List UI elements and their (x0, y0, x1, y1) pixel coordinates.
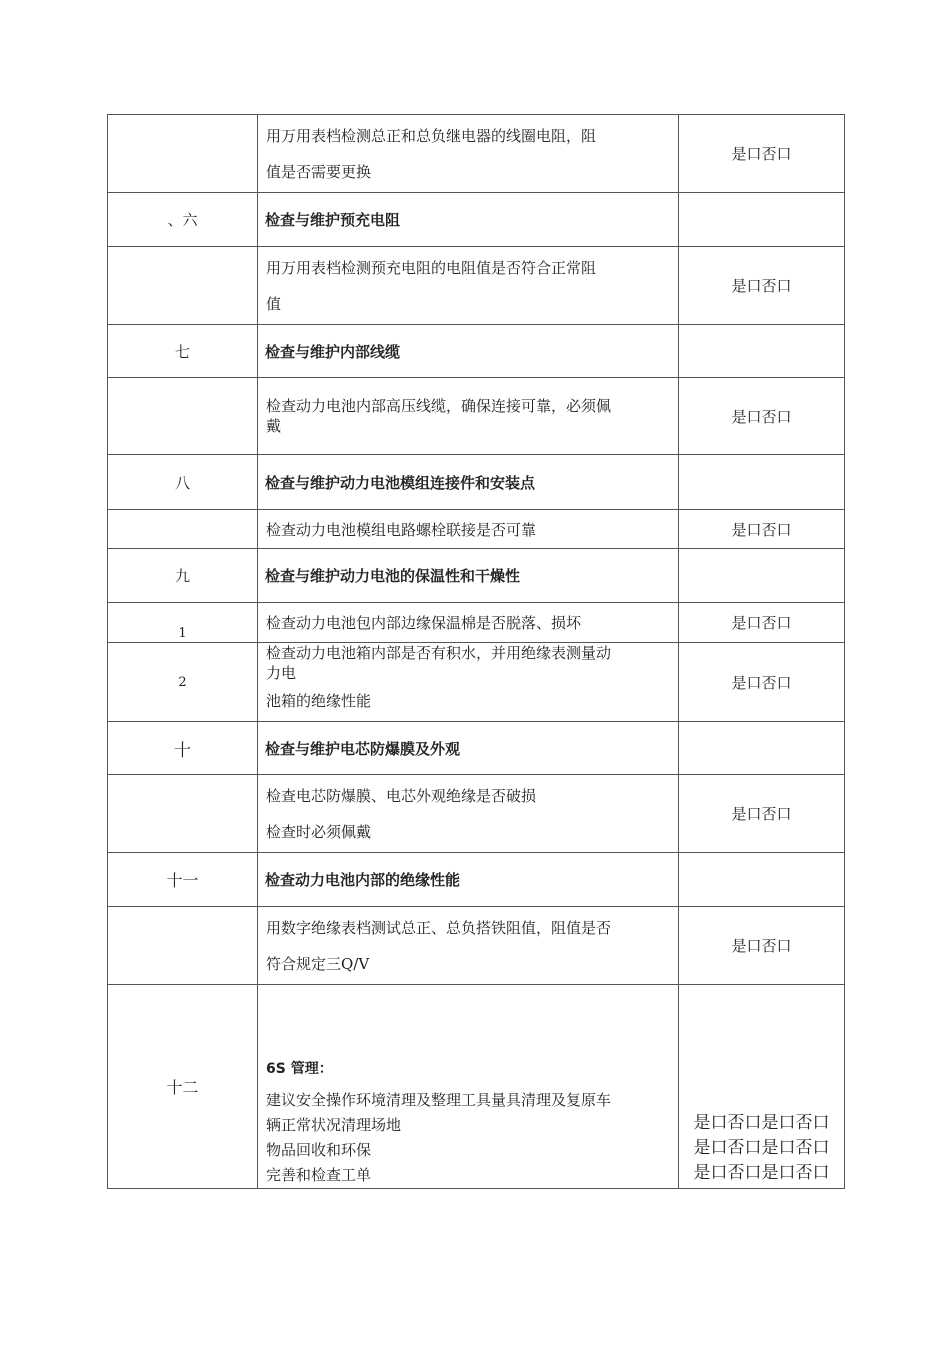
item-line: 检查时必须佩戴 (266, 822, 372, 841)
item-line: 用数字绝缘表档测试总正、总负搭铁阻值，阻值是否 (266, 918, 612, 937)
table-row (108, 985, 845, 1189)
check-options[interactable]: 是口否口 (679, 378, 845, 455)
row-number (108, 378, 258, 455)
item-line: 用万用表档检测预充电阻的电阻值是否符合正常阻 (266, 258, 597, 277)
row-number (108, 247, 258, 325)
item-description (258, 510, 679, 549)
check-options[interactable]: 是口否口是口否口是口否口是口否口是口否口是口否口 (679, 985, 845, 1189)
table-row (108, 907, 845, 985)
check-options[interactable]: 是口否口 (679, 907, 845, 985)
table-row (108, 510, 845, 549)
row-number (108, 510, 258, 549)
item-description (258, 603, 679, 643)
section-heading: 检查与维护动力电池的保温性和干燥性 (258, 549, 679, 603)
section-number: 九 (108, 549, 258, 603)
item-description (258, 247, 679, 325)
section-heading: 检查与维护内部线缆 (258, 325, 679, 378)
section-heading: 检查与维护动力电池模组连接件和安装点 (258, 455, 679, 510)
section-number: 、六 (108, 193, 258, 247)
section-heading: 检查与维护电芯防爆膜及外观 (258, 722, 679, 775)
table-row (108, 247, 845, 325)
item-description (258, 775, 679, 853)
check-options[interactable]: 是口否口 (679, 643, 845, 722)
section-row (108, 325, 845, 378)
inspection-table (107, 114, 845, 1189)
item-line: 戴 (266, 417, 282, 435)
item-line: 检查动力电池包内部边缘保温棉是否脱落、损坏 (266, 614, 582, 632)
empty-cell (679, 853, 845, 907)
item-description (258, 115, 679, 193)
item-description (258, 643, 679, 722)
item-title: 6S 管理： (266, 1061, 333, 1077)
empty-cell (679, 455, 845, 510)
section-row (108, 722, 845, 775)
item-line: 用万用表档检测总正和总负继电器的线圈电阻，阻 (266, 126, 597, 145)
row-number: 1 (108, 603, 258, 643)
section-row (108, 193, 845, 247)
check-options[interactable]: 是口否口 (679, 115, 845, 193)
empty-cell (679, 325, 845, 378)
table-row (108, 643, 845, 722)
check-options[interactable]: 是口否口 (679, 603, 845, 643)
item-line: 建议安全操作环境清理及整理工具量具清理及复原车 (266, 1091, 612, 1109)
table-row (108, 378, 845, 455)
check-options[interactable]: 是口否口 (679, 510, 845, 549)
section-heading: 检查与维护预充电阻 (258, 193, 679, 247)
item-line: 检查动力电池箱内部是否有积水，并用绝缘表测量动 (266, 644, 612, 662)
item-line: 值 (266, 294, 282, 313)
item-line: 池箱的绝缘性能 (266, 692, 372, 710)
row-number (108, 907, 258, 985)
table-row (108, 603, 845, 643)
check-options[interactable]: 是口否口 (679, 247, 845, 325)
item-line: 检查电芯防爆膜、电芯外观绝缘是否破损 (266, 786, 537, 805)
row-number: 2 (108, 643, 258, 722)
check-options[interactable]: 是口否口 (679, 775, 845, 853)
section-number: 七 (108, 325, 258, 378)
section-number: 八 (108, 455, 258, 510)
item-line: 检查动力电池模组电路螺栓联接是否可靠 (266, 520, 537, 539)
table-row (108, 775, 845, 853)
item-line: 值是否需要更换 (266, 162, 372, 181)
row-number (108, 115, 258, 193)
item-line: 符合规定三Q/V (266, 954, 370, 973)
empty-cell (679, 722, 845, 775)
item-line: 力电 (266, 664, 297, 682)
table-row (108, 115, 845, 193)
empty-cell (679, 549, 845, 603)
section-heading: 检查动力电池内部的绝缘性能 (258, 853, 679, 907)
row-number: 十二 (108, 985, 258, 1189)
section-row (108, 455, 845, 510)
item-description (258, 907, 679, 985)
empty-cell (679, 193, 845, 247)
section-number: 十 (108, 722, 258, 775)
item-line: 完善和检查工单 (266, 1166, 372, 1184)
item-description (258, 378, 679, 455)
item-line: 物品回收和环保 (266, 1141, 372, 1159)
section-row (108, 549, 845, 603)
row-number (108, 775, 258, 853)
item-line: 检查动力电池内部高压线缆，确保连接可靠，必须佩 (266, 397, 612, 415)
section-row (108, 853, 845, 907)
section-number: 十一 (108, 853, 258, 907)
item-line: 辆正常状况清理场地 (266, 1116, 402, 1134)
item-description (258, 985, 679, 1189)
